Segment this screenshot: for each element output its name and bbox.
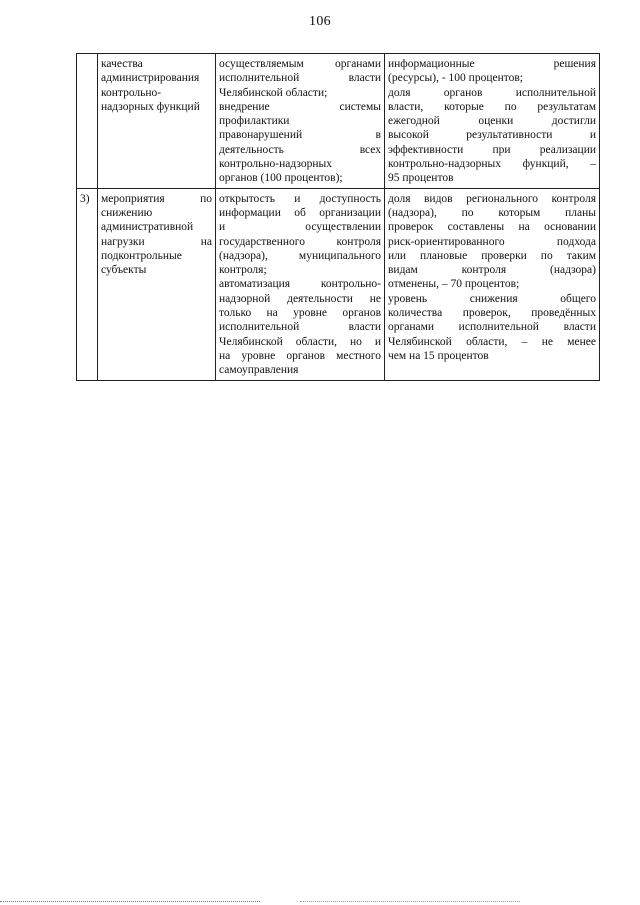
cell-text-line: органами исполнительной власти: [388, 321, 596, 334]
cell-text-line: администрирования: [101, 72, 200, 85]
cell-text-line: уровень снижения общего: [388, 292, 596, 305]
table-body: [77, 54, 600, 381]
cell-text-line: деятельность всех: [219, 143, 381, 156]
cell-text-line: качества: [101, 58, 143, 70]
cell-text-line: чем на 15 процентов: [388, 349, 489, 362]
indicators-cell: [385, 54, 600, 189]
cell-text-line: или плановые проверки по таким: [388, 249, 596, 262]
cell-text-line: нагрузки на: [101, 235, 212, 248]
cell-text-line: отменены, – 70 процентов;: [388, 278, 520, 291]
cell-text-line: риск-ориентированного подхода: [388, 235, 596, 248]
cell-text-line: открытость и доступность: [219, 192, 381, 205]
cell-text-line: профилактики: [219, 115, 290, 128]
cell-text-line: исполнительной власти: [219, 72, 381, 85]
cell-text-line: власти, которые по результатам: [388, 100, 596, 113]
cell-text-line: 95 процентов: [388, 172, 454, 185]
cell-text-line: информационные решения: [388, 58, 596, 70]
task-cell: [98, 188, 216, 380]
cell-text-line: только на уровне органов: [219, 307, 381, 320]
cell-text-line: на уровне органов местного: [219, 349, 381, 362]
cell-text-line: контрольно-надзорных: [219, 158, 332, 171]
row-number-cell: 3): [77, 188, 98, 380]
cell-text-line: видам контроля (надзора): [388, 264, 596, 277]
cell-text-line: контроля;: [219, 264, 267, 277]
cell-text-line: проверок составлены на основании: [388, 221, 596, 234]
cell-text-line: и осуществлении: [219, 221, 381, 234]
cell-text-line: государственного контроля: [219, 235, 381, 248]
indicators-cell: [385, 188, 600, 380]
cell-text-line: мероприятия по: [101, 192, 212, 205]
cell-text-line: доля органов исполнительной: [388, 86, 596, 99]
activities-cell: [216, 188, 385, 380]
cell-text-line: (надзора), по которым планы: [388, 206, 596, 219]
cell-text-line: автоматизация контрольно-: [219, 278, 381, 291]
cell-text-line: правонарушений в: [219, 129, 381, 142]
activities-cell: [216, 54, 385, 189]
measures-table: [76, 53, 600, 381]
cell-text-line: подконтрольные: [101, 249, 182, 262]
cell-text-line: ежегодной оценки достигли: [388, 115, 596, 128]
footer-divider: [0, 901, 260, 902]
page-number: 106: [309, 14, 331, 29]
cell-text-line: контрольно-надзорных функций, –: [388, 158, 596, 171]
cell-text-line: доля видов регионального контроля: [388, 192, 596, 205]
cell-text-line: надзорных функций: [101, 100, 200, 113]
cell-text-line: снижению: [101, 206, 153, 219]
table-row: [77, 54, 600, 189]
task-cell: [98, 54, 216, 189]
cell-text-line: (надзора), муниципального: [219, 249, 381, 262]
cell-text-line: информации об организации: [219, 206, 381, 219]
cell-text-line: количества проверок, проведённых: [388, 307, 596, 320]
cell-text-line: органов (100 процентов);: [219, 172, 343, 185]
cell-text-line: исполнительной власти: [219, 321, 381, 334]
cell-text-line: высокой результативности и: [388, 129, 596, 142]
cell-text-line: эффективности при реализации: [388, 143, 596, 156]
cell-text-line: осуществляемым органами: [219, 58, 381, 70]
cell-text-line: надзорной деятельности не: [219, 292, 381, 305]
cell-text-line: субъекты: [101, 264, 147, 277]
table-row: [77, 188, 600, 380]
cell-text-line: внедрение системы: [219, 100, 381, 113]
cell-text-line: самоуправления: [219, 364, 299, 377]
cell-text-line: (ресурсы), - 100 процентов;: [388, 72, 523, 85]
cell-text-line: административной: [101, 221, 194, 234]
cell-text-line: Челябинской области, но и: [219, 335, 381, 348]
row-number-cell: [77, 54, 98, 189]
cell-text-line: контрольно-: [101, 86, 162, 99]
cell-text-line: Челябинской области;: [219, 86, 328, 99]
footer-divider-right: [300, 901, 520, 902]
cell-text-line: Челябинской области, – не менее: [388, 335, 596, 348]
